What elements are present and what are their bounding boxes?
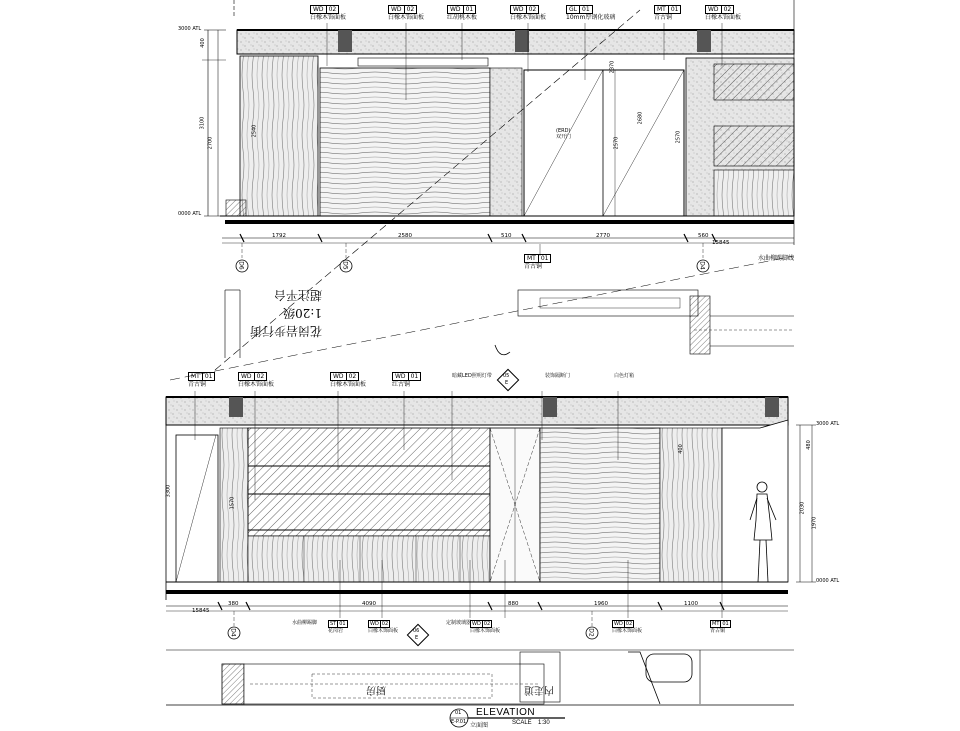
lower-vdim-2: 1570 xyxy=(229,496,236,510)
upper-tag-6: MT 01 青古铜 xyxy=(654,6,681,22)
lower-dim-total: 15845 xyxy=(192,608,210,614)
upper-bottom-tag: MT 01 青古铜 xyxy=(524,255,551,271)
lower-detail-marker-bottom: E xyxy=(505,380,509,386)
upper-vdim-3: 2700 xyxy=(207,136,214,150)
lower-vdim-1: 3300 xyxy=(165,484,172,498)
lower-dim-5: 1100 xyxy=(684,601,698,607)
lower-dim-1: 380 xyxy=(228,601,239,607)
lower-dim-4: 1960 xyxy=(594,601,608,607)
lower-vdim-5: 480 xyxy=(805,440,812,450)
title-subtitle: 立面图 xyxy=(470,722,489,729)
upper-grid-d4: D4 xyxy=(698,261,706,270)
mirror-note: 花岗岩步行街 1:20级 超注平台 xyxy=(249,288,322,338)
lower-bottom-tag-2: ST 01 花岗岩 xyxy=(328,621,346,634)
upper-dim-1: 1792 xyxy=(272,233,286,239)
lower-bottom-marker-bottom: E xyxy=(415,635,419,641)
upper-vdim-2: 3100 xyxy=(199,116,206,130)
bottom-plan-label-2: 内走道 xyxy=(524,684,554,695)
upper-dim-5: 560 xyxy=(698,233,709,239)
lower-bottom-tag-6: WD 02 白橡木饰面板 xyxy=(612,621,643,634)
lower-vdim-6: 400 xyxy=(677,444,684,454)
upper-vdim-6: 2680 xyxy=(637,111,644,125)
upper-tag-3: WD 01 红胡桃木板 xyxy=(447,6,478,21)
lower-bottom-tag-4: WD 02 白橡木饰面板 xyxy=(470,621,501,634)
title-text: ELEVATION xyxy=(476,707,536,718)
lower-grid-d2: D2 xyxy=(587,628,595,637)
upper-vdim-5: 2370 xyxy=(609,60,616,74)
upper-grid-d6: D6 xyxy=(237,261,245,270)
upper-door-label: (ERD) 双开门 xyxy=(556,128,572,140)
lower-tag-6: 装饰隔断门 xyxy=(545,373,571,379)
upper-tag-5: GL 01 10mm厚钢化玻璃 xyxy=(566,6,616,21)
lower-grid-d4: D4 xyxy=(229,628,237,637)
upper-tag-7: WD 02 白橡木饰面板 xyxy=(705,6,742,21)
lower-level-bottom: 0000 ATL xyxy=(816,578,840,584)
lower-bottom-tag-3: WD 02 白橡木饰面板 xyxy=(368,621,399,634)
upper-level-bottom: 0000 ATL xyxy=(178,211,202,217)
upper-dim-total: 15845 xyxy=(712,240,730,246)
lower-bottom-tag-7: MT 01 青古铜 xyxy=(710,621,729,634)
upper-vdim-4: 2540 xyxy=(251,124,258,138)
upper-vdim-8: 2570 xyxy=(675,130,682,144)
title-scale-label: SCALE xyxy=(512,720,532,726)
upper-tag-1: WD 02 白橡木饰面板 xyxy=(310,6,347,21)
upper-grid-d5: D5 xyxy=(341,261,349,270)
upper-tag-2: WD 02 白橡木饰面板 xyxy=(388,6,425,21)
lower-dim-2: 4090 xyxy=(362,601,376,607)
lower-vdim-4: 1970 xyxy=(811,516,818,530)
upper-bottom-right-label: 水曲柳踢脚线 xyxy=(758,255,795,262)
lower-tag-7: 白色灯箱 xyxy=(614,373,635,379)
bottom-plan-label-1: 厨房 xyxy=(366,684,386,695)
lower-dim-3: 880 xyxy=(508,601,519,607)
lower-bottom-marker-top: 06 xyxy=(413,628,420,634)
lower-tag-1: MT 01 青古铜 xyxy=(188,373,215,389)
upper-dim-2: 2580 xyxy=(398,233,412,239)
title-scale-value: 1:30 xyxy=(538,720,550,726)
lower-tag-5: 暗藏LED照明灯带 xyxy=(452,373,492,379)
upper-tag-4: WD 02 白橡木饰面板 xyxy=(510,6,547,21)
title-number: 01 xyxy=(455,710,462,716)
lower-bottom-tag-1: 水曲柳踢脚 xyxy=(292,620,318,626)
lower-tag-4: WD 01 红古铜 xyxy=(392,373,421,389)
upper-vdim-1: 400 xyxy=(199,38,206,48)
upper-dim-3: 510 xyxy=(501,233,512,239)
lower-tag-3: WD 02 白橡木饰面板 xyxy=(330,373,367,388)
upper-level-top: 3000 ATL xyxy=(178,26,202,32)
lower-detail-marker-top: 05 xyxy=(503,373,510,379)
upper-dim-4: 2770 xyxy=(596,233,610,239)
title-sheet: E-P.01 xyxy=(451,719,467,725)
lower-vdim-3: 2030 xyxy=(799,501,806,515)
lower-level-top: 3000 ATL xyxy=(816,421,840,427)
upper-vdim-7: 2570 xyxy=(613,136,620,150)
lower-bottom-tag-5: 定制玻璃器 xyxy=(446,620,472,626)
lower-tag-2: WD 02 白橡木饰面板 xyxy=(238,373,275,388)
